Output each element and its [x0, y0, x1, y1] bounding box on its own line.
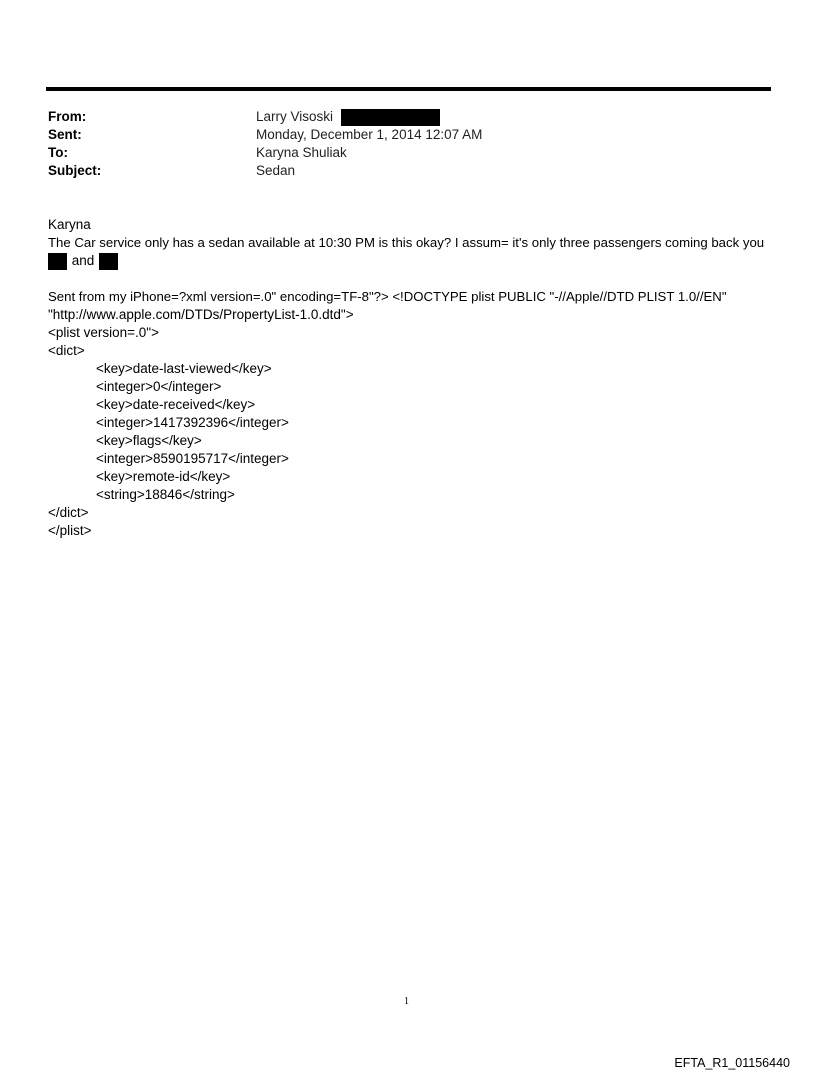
from-label: From: [48, 109, 87, 124]
xml-line: <integer>0</integer> [96, 379, 222, 394]
to-value: Karyna Shuliak [256, 145, 347, 160]
redaction-box [48, 253, 67, 270]
from-value [256, 108, 440, 126]
xml-line: <key>date-received</key> [96, 397, 256, 412]
sent-from-line-2: "http://www.apple.com/DTDs/PropertyList-1.0.dtd"> [48, 307, 354, 322]
page-number: 1 [404, 996, 409, 1007]
subject-value: Sedan [256, 163, 296, 178]
message-line-2 [48, 252, 118, 270]
redaction-box [99, 253, 118, 270]
sent-label: Sent: [48, 127, 82, 142]
xml-line: <string>18846</string> [96, 487, 235, 502]
greeting: Karyna [48, 217, 91, 232]
xml-line: <plist version=.0"> [48, 325, 159, 340]
and-text: and [71, 253, 95, 268]
xml-line: <key>remote-id</key> [96, 469, 231, 484]
to-label: To: [48, 145, 68, 160]
header-rule [46, 87, 771, 91]
xml-line: </plist> [48, 523, 92, 538]
xml-line: <key>date-last-viewed</key> [96, 361, 272, 376]
xml-line: <integer>8590195717</integer> [96, 451, 289, 466]
subject-label: Subject: [48, 163, 102, 178]
xml-line: <integer>1417392396</integer> [96, 415, 289, 430]
sent-from-line-1: Sent from my iPhone=?xml version=.0" encoding=TF-8"?> <!DOCTYPE plist PUBLIC "-//Apple//DTD PLIST 1.0//EN" [48, 289, 727, 304]
redaction-box [341, 109, 440, 126]
xml-line: </dict> [48, 505, 89, 520]
sent-value: Monday, December 1, 2014 12:07 AM [256, 127, 483, 142]
from-name: Larry Visoski [256, 109, 334, 124]
xml-line: <dict> [48, 343, 85, 358]
xml-line: <key>flags</key> [96, 433, 202, 448]
message-line-1: The Car service only has a sedan available at 10:30 PM is this okay? I assum= it's only three passengers coming back you [48, 235, 765, 250]
document-id: EFTA_R1_01156440 [674, 1056, 790, 1070]
